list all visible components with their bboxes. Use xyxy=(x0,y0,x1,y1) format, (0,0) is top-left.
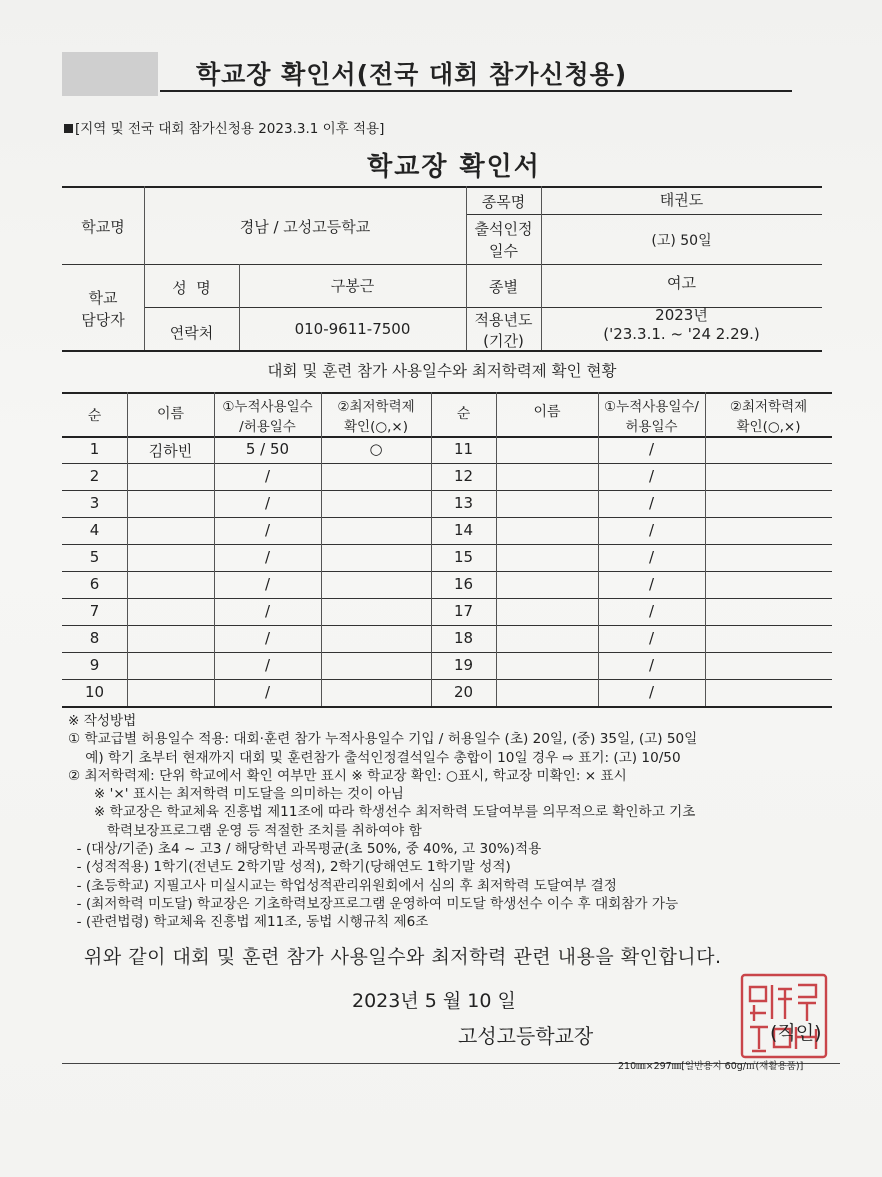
table-cell-no: 1 xyxy=(89,440,100,458)
school-label: 학교명 xyxy=(81,218,125,236)
table-cell-no: 9 xyxy=(89,656,100,674)
table-cell-days: / xyxy=(264,494,271,512)
square-bullet-icon xyxy=(64,124,73,133)
paper-spec: 210㎜×297㎜[일반용지 60g/㎡(재활용품)] xyxy=(618,1061,804,1072)
contact-value: 010-9611-7500 xyxy=(294,320,411,338)
status-row-rule xyxy=(62,463,832,464)
header-no: 순 xyxy=(456,406,471,422)
applies-note xyxy=(64,117,384,137)
table-cell-no: 11 xyxy=(453,440,474,458)
table-cell-days: / xyxy=(648,683,655,701)
event-label: 종목명 xyxy=(481,193,526,211)
note-line: ※ '×' 표시는 최저학력 미도달을 의미하는 것이 아님 xyxy=(68,786,404,803)
header-name: 이름 xyxy=(156,406,185,422)
header-min-line2: 확인(○,×) xyxy=(344,419,408,435)
status-col-line xyxy=(705,392,706,706)
note-line: ※ 학교장은 학교체육 진흥법 제11조에 따라 학생선수 최저학력 도달여부를 의무적으로 확인하고 기초 xyxy=(68,804,696,821)
header-min-line1: ②최저학력제 xyxy=(337,399,415,415)
applies-note-text: [지역 및 전국 대회 참가신청용 2023.3.1 이후 적용] xyxy=(75,121,385,137)
gender-label: 종별 xyxy=(489,278,518,296)
table-cell-days: / xyxy=(648,656,655,674)
table-cell-days: / xyxy=(264,683,271,701)
table-cell-no: 15 xyxy=(453,548,474,566)
seal-label: (직인) xyxy=(770,1022,822,1044)
status-section-title: 대회 및 훈련 참가 사용일수와 최저학력제 확인 현황 xyxy=(267,362,617,380)
note-line: 예) 학기 초부터 현재까지 대회 및 훈련참가 출석인정결석일수 총합이 10일 경우 ⇨ 표기: (고) 10/50 xyxy=(68,749,681,766)
confirmation-statement: 위와 같이 대회 및 훈련 참가 사용일수와 최저학력 관련 내용을 확인합니다. xyxy=(84,946,722,968)
table-cell-days: / xyxy=(648,548,655,566)
attend-label-line1: 출석인정 xyxy=(474,220,533,238)
table-cell-no: 12 xyxy=(453,467,474,485)
note-line: 학력보장프로그램 운영 등 적절한 조치를 취하여야 함 xyxy=(68,822,422,839)
attend-label-line2: 일수 xyxy=(489,242,518,260)
table-cell-no: 2 xyxy=(89,467,100,485)
heading-underline xyxy=(160,90,792,92)
status-row-rule xyxy=(62,706,832,708)
table-cell-name: 김하빈 xyxy=(148,442,193,460)
header-no: 순 xyxy=(87,408,102,424)
table-cell-days: / xyxy=(648,521,655,539)
status-row-rule xyxy=(62,571,832,572)
table-cell-days: / xyxy=(648,629,655,647)
note-line: - (성적적용) 1학기(전년도 2학기말 성적), 2학기(당해연도 1학기말 성적) xyxy=(68,859,511,876)
table-cell-days: / xyxy=(648,602,655,620)
year-value-line2: ('23.3.1. ~ '24 2.29.) xyxy=(603,325,760,343)
table-cell-days: / xyxy=(264,575,271,593)
document-heading: 학교장 확인서(전국 대회 참가신청용) xyxy=(196,60,628,89)
table-cell-no: 5 xyxy=(89,548,100,566)
school-value: 경남 / 고성고등학교 xyxy=(239,218,371,236)
table-cell-no: 20 xyxy=(453,683,474,701)
status-row-rule xyxy=(62,544,832,545)
name-value: 구봉근 xyxy=(330,277,375,295)
table-cell-no: 14 xyxy=(453,521,474,539)
info-rule-top xyxy=(62,186,822,188)
table-cell-days: / xyxy=(648,440,655,458)
gray-placeholder-box xyxy=(62,52,158,96)
table-cell-days: / xyxy=(264,602,271,620)
table-cell-no: 16 xyxy=(453,575,474,593)
page-title: 학교장 확인서 xyxy=(367,152,541,182)
header-min-line1: ②최저학력제 xyxy=(729,399,808,415)
manager-label-line2: 담당자 xyxy=(81,311,125,329)
name-label: 성 명 xyxy=(172,279,211,297)
table-cell-days: / xyxy=(264,467,271,485)
header-days-line2: 허용일수 xyxy=(625,419,678,435)
status-rule-top xyxy=(62,392,832,394)
table-cell-no: 8 xyxy=(89,629,100,647)
table-cell-days: / xyxy=(648,494,655,512)
writing-guide-notes xyxy=(68,712,848,932)
table-cell-no: 10 xyxy=(84,683,105,701)
table-cell-no: 13 xyxy=(453,494,474,512)
status-col-line xyxy=(496,392,497,706)
status-row-rule xyxy=(62,598,832,599)
table-cell-days: 5 / 50 xyxy=(245,440,290,458)
note-line: - (관련법령) 학교체육 진흥법 제11조, 동법 시행규칙 제6조 xyxy=(68,914,429,931)
manager-label-line1: 학교 xyxy=(88,289,118,307)
table-cell-no: 19 xyxy=(453,656,474,674)
header-days-line1: ①누적사용일수 xyxy=(222,399,313,415)
table-cell-days: / xyxy=(264,521,271,539)
header-name: 이름 xyxy=(533,404,561,420)
note-line: ① 학교급별 허용일수 적용: 대회·훈련 참가 누적사용일수 기입 / 허용일수 (초) 20일, (중) 35일, (고) 50일 xyxy=(68,731,698,748)
official-seal-stamp xyxy=(734,965,834,1065)
table-cell-no: 17 xyxy=(453,602,474,620)
note-line: - (대상/기준) 초4 ~ 고3 / 해당학년 과목평균(초 50%, 중 40%, 고 30%)적용 xyxy=(68,841,542,858)
status-row-rule xyxy=(62,436,832,438)
year-label-line1: 적용년도 xyxy=(474,311,533,329)
note-line: - (초등학교) 지필고사 미실시교는 학업성적관리위원회에서 심의 후 최저학력 도달여부 결정 xyxy=(68,877,617,894)
header-days-line1: ①누적사용일수/ xyxy=(604,399,699,415)
year-value-line1: 2023년 xyxy=(655,306,708,324)
note-line: ② 최저학력제: 단위 학교에서 확인 여부만 표시 ※ 학교장 확인: ○표시, 학교장 미확인: × 표시 xyxy=(68,767,627,784)
status-row-rule xyxy=(62,490,832,491)
gender-value: 여고 xyxy=(667,274,696,292)
contact-label: 연락처 xyxy=(169,324,214,342)
table-cell-no: 6 xyxy=(89,575,100,593)
table-cell-no: 3 xyxy=(89,494,100,512)
status-row-rule xyxy=(62,517,832,518)
table-cell-days: / xyxy=(264,656,271,674)
table-cell-days: / xyxy=(264,629,271,647)
info-rule xyxy=(466,214,822,215)
year-label-line2: (기간) xyxy=(483,332,524,350)
table-cell-days: / xyxy=(648,575,655,593)
table-cell-days: / xyxy=(648,467,655,485)
table-cell-no: 7 xyxy=(89,602,100,620)
status-row-rule xyxy=(62,679,832,680)
principal-title: 고성고등학교장 xyxy=(458,1024,594,1048)
table-cell-min: ○ xyxy=(369,440,383,458)
info-rule xyxy=(62,264,822,265)
issue-date: 2023년 5 월 10 일 xyxy=(352,990,516,1012)
status-row-rule xyxy=(62,625,832,626)
status-row-rule xyxy=(62,652,832,653)
attend-value: (고) 50일 xyxy=(651,233,712,249)
info-rule-bottom xyxy=(62,350,822,352)
table-cell-no: 4 xyxy=(89,521,100,539)
note-line: ※ 작성방법 xyxy=(68,713,137,729)
table-cell-days: / xyxy=(264,548,271,566)
header-min-line2: 확인(○,×) xyxy=(736,419,801,435)
event-value: 태권도 xyxy=(659,191,704,209)
header-days-line2: /허용일수 xyxy=(239,419,296,435)
note-line: - (최저학력 미도달) 학교장은 기초학력보장프로그램 운영하여 미도달 학생선수 이수 후 대회참가 가능 xyxy=(68,895,679,912)
table-cell-no: 18 xyxy=(453,629,474,647)
